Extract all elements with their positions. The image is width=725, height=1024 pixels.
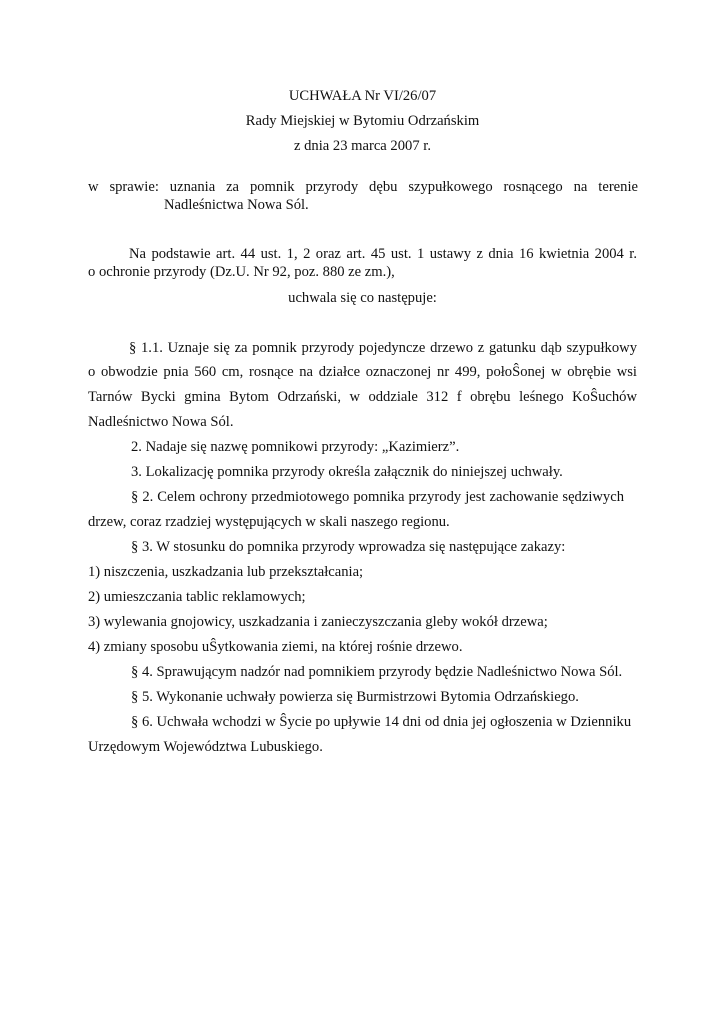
resolution-title: UCHWAŁA Nr VI/26/07 xyxy=(288,88,437,104)
paragraph-8-line-2: Urzędowym Województwa Lubuskiego. xyxy=(88,739,323,755)
list-item: 2) umieszczania tablic reklamowych; xyxy=(88,589,306,605)
list-item: 3) wylewania gnojowicy, uszkadzania i zanieczyszczania gleby wokół drzewa; xyxy=(88,614,548,630)
list-item: 4) zmiany sposobu uŜytkowania ziemi, na której rośnie drzewo. xyxy=(88,639,463,655)
preamble-line-1: Na podstawie art. 44 ust. 1, 2 oraz art. 45 ust. 1 ustawy z dnia 16 kwietnia 2004 r. xyxy=(129,246,637,262)
list-item: 1) niszczenia, uszkadzania lub przekształcania; xyxy=(88,564,364,580)
preamble-line-2: o ochronie przyrody (Dz.U. Nr 92, poz. 880 ze zm.), xyxy=(88,264,395,280)
paragraph-3: 3. Lokalizację pomnika przyrody określa załącznik do niniejszej uchwały. xyxy=(131,464,563,480)
paragraph-2: 2. Nadaje się nazwę pomnikowi przyrody: „Kazimierz”. xyxy=(131,439,460,455)
subject-line-1: w sprawie: uznania za pomnik przyrody dębu szypułkowego rosnącego na terenie xyxy=(88,179,638,195)
paragraph-1-line-3: Tarnów Bycki gmina Bytom Odrzański, w oddziale 312 f obrębu leśnego KoŜuchów xyxy=(88,389,637,405)
subject-line-2: Nadleśnictwa Nowa Sól. xyxy=(164,197,309,213)
resolves-line: uchwala się co następuje: xyxy=(288,290,437,306)
paragraph-1-line-4: Nadleśnictwo Nowa Sól. xyxy=(88,414,234,430)
paragraph-4-line-1: § 2. Celem ochrony przedmiotowego pomnika przyrody jest zachowanie sędziwych xyxy=(131,489,624,505)
resolution-date: z dnia 23 marca 2007 r. xyxy=(294,138,431,154)
paragraph-5: § 3. W stosunku do pomnika przyrody wprowadza się następujące zakazy: xyxy=(131,539,566,555)
paragraph-4-line-2: drzew, coraz rzadziej występujących w skali naszego regionu. xyxy=(88,514,450,530)
paragraph-6: § 4. Sprawującym nadzór nad pomnikiem przyrody będzie Nadleśnictwo Nowa Sól. xyxy=(131,664,623,680)
paragraph-7: § 5. Wykonanie uchwały powierza się Burmistrzowi Bytomia Odrzańskiego. xyxy=(131,689,579,705)
paragraph-1-line-1: § 1.1. Uznaje się za pomnik przyrody pojedyncze drzewo z gatunku dąb szypułkowy xyxy=(129,340,637,356)
paragraph-8-line-1: § 6. Uchwała wchodzi w Ŝycie po upływie 14 dni od dnia jej ogłoszenia w Dzienniku xyxy=(131,714,632,730)
paragraph-1-line-2: o obwodzie pnia 560 cm, rosnące na działce oznaczonej nr 499, połoŜonej w obrębie wsi xyxy=(88,364,637,380)
resolution-issuer: Rady Miejskiej w Bytomiu Odrzańskim xyxy=(245,113,480,129)
